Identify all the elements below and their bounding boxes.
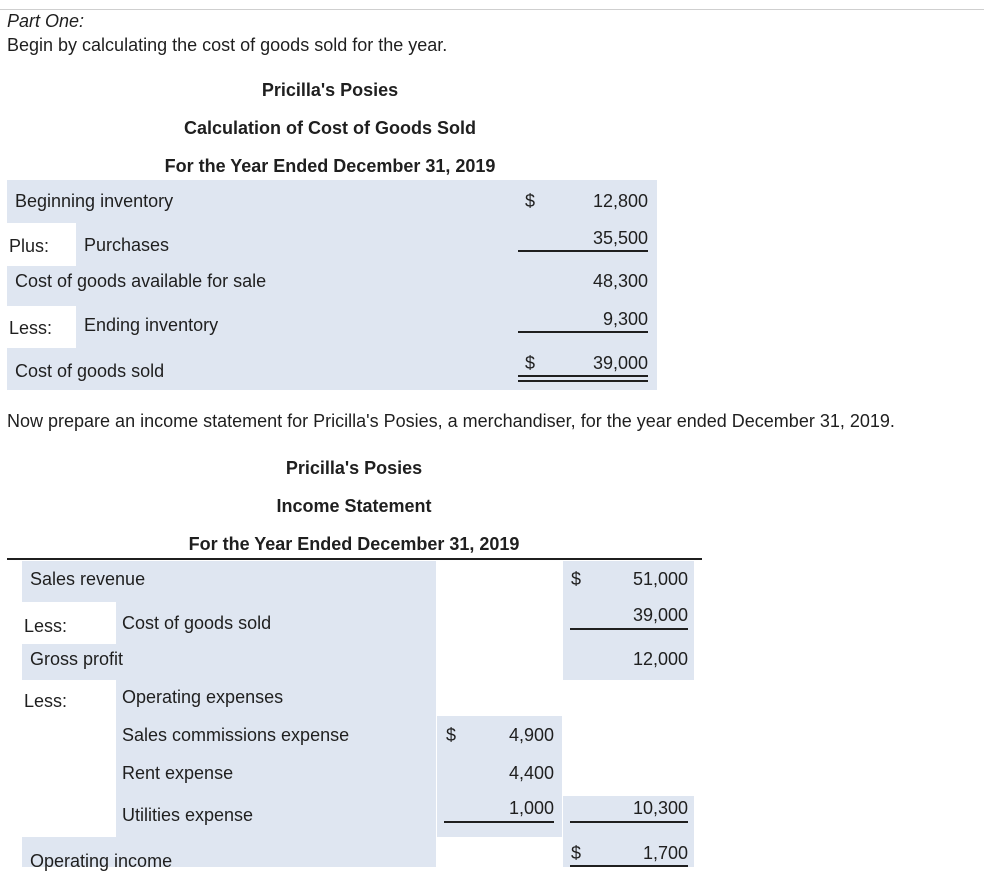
sales-commissions-label: Sales commissions expense (122, 725, 350, 745)
ending-inventory-label: Ending inventory (84, 315, 219, 335)
purchases-value: 35,500 (592, 228, 648, 248)
instruction-text: Begin by calculating the cost of goods sold for the year. (7, 35, 448, 55)
is-company-name: Pricilla's Posies (285, 458, 423, 478)
purchases-underline (518, 250, 648, 252)
operating-income-label: Operating income (30, 851, 173, 871)
ending-inventory-underline (518, 331, 648, 333)
is-title: Income Statement (276, 496, 432, 516)
utilities-underline (444, 821, 554, 823)
operating-income-value: 1,700 (642, 843, 688, 863)
less-label: Less: (9, 318, 53, 338)
cost-of-goods-sold-value: 39,000 (592, 353, 648, 373)
sales-revenue-value: 51,000 (632, 569, 688, 589)
is-cogs-value: 39,000 (632, 605, 688, 625)
goods-available-label: Cost of goods available for sale (15, 271, 267, 291)
ending-inventory-value: 9,300 (602, 309, 648, 329)
sales-revenue-label: Sales revenue (30, 569, 146, 589)
cogs-double-underline-2 (518, 380, 648, 382)
sales-revenue-dollar: $ (571, 569, 582, 589)
cogs-period: For the Year Ended December 31, 2019 (164, 156, 496, 176)
goods-available-value: 48,300 (592, 271, 648, 291)
cost-of-goods-sold-dollar: $ (525, 353, 536, 373)
sales-commissions-dollar: $ (446, 725, 457, 745)
gross-profit-value: 12,000 (632, 649, 688, 669)
utilities-expense-value: 1,000 (508, 798, 554, 818)
is-cogs-underline (570, 628, 688, 630)
operating-income-underline (570, 865, 688, 867)
rent-expense-value: 4,400 (508, 763, 554, 783)
plus-label: Plus: (9, 236, 50, 256)
beginning-inventory-dollar: $ (525, 191, 536, 211)
rent-expense-label: Rent expense (122, 763, 234, 783)
beginning-inventory-value: 12,800 (592, 191, 648, 211)
cogs-double-underline-1 (518, 375, 648, 377)
sales-commissions-value: 4,900 (508, 725, 554, 745)
operating-expenses-label: Operating expenses (122, 687, 284, 707)
is-less-label-2: Less: (24, 691, 68, 711)
purchases-label: Purchases (84, 235, 170, 255)
income-statement-instruction: Now prepare an income statement for Pricilla's Posies, a merchandiser, for the year ended December 31, 2019. (7, 411, 895, 431)
is-period: For the Year Ended December 31, 2019 (188, 534, 520, 554)
cogs-company-name: Pricilla's Posies (261, 80, 399, 100)
total-operating-expenses-value: 10,300 (632, 798, 688, 818)
is-less-label-1: Less: (24, 616, 68, 636)
cost-of-goods-sold-label: Cost of goods sold (15, 361, 165, 381)
utilities-expense-label: Utilities expense (122, 805, 254, 825)
is-header-rule (7, 558, 702, 560)
cogs-title: Calculation of Cost of Goods Sold (184, 118, 476, 138)
is-cogs-label: Cost of goods sold (122, 613, 272, 633)
top-divider (0, 9, 984, 10)
gross-profit-label: Gross profit (30, 649, 124, 669)
part-label: Part One: (7, 11, 85, 31)
total-opex-underline (570, 821, 688, 823)
beginning-inventory-label: Beginning inventory (15, 191, 174, 211)
operating-income-dollar: $ (571, 843, 582, 863)
